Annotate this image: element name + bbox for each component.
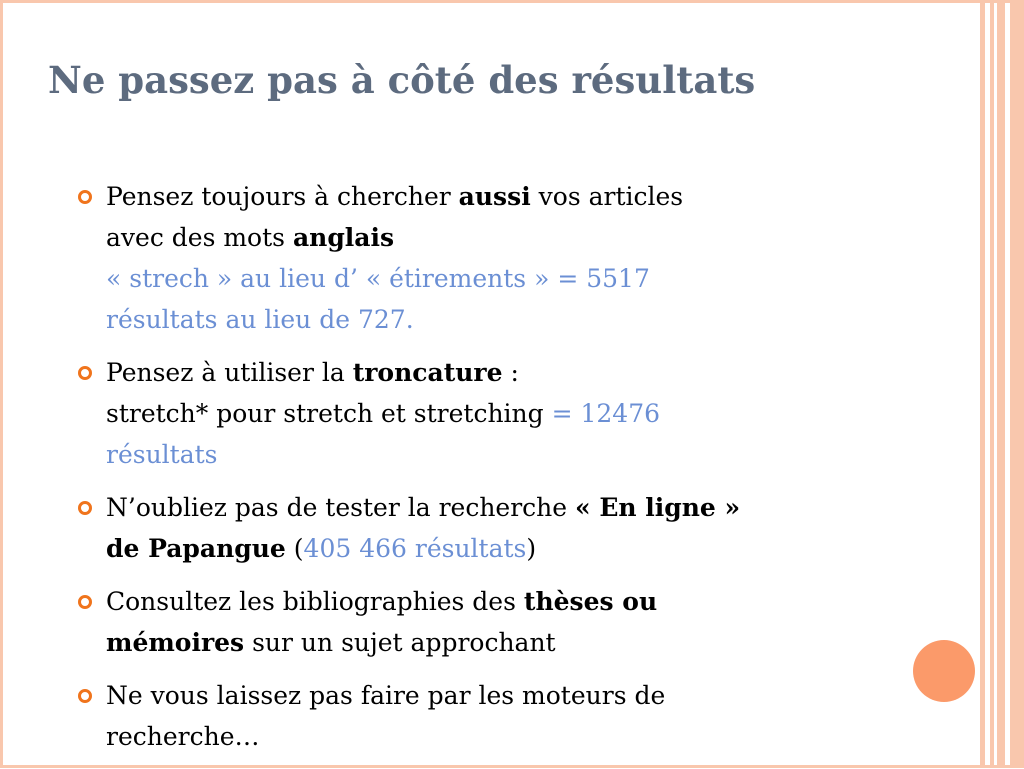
decor-border-left — [0, 0, 3, 768]
bullet-list — [78, 176, 888, 769]
bullet-text: N’oubliez pas de tester la recherche — [106, 493, 576, 522]
bullet-text: vos articles — [530, 182, 684, 211]
bullet-bold: de Papangue — [106, 534, 286, 563]
bullet-item-search-engines — [78, 675, 888, 757]
bullet-bold: troncature — [352, 358, 503, 387]
decor-circle — [913, 640, 975, 702]
decor-stripe-2 — [990, 0, 994, 768]
bullet-item-truncation — [78, 352, 888, 475]
bullet-bold: thèses ou — [523, 587, 658, 616]
bullet-item-english-keywords — [78, 176, 888, 340]
bullet-item-online-search — [78, 487, 888, 569]
bullet-ring-icon — [78, 501, 92, 515]
bullet-text: Consultez les bibliographies des — [106, 587, 524, 616]
bullet-text: stretch* pour stretch et stretching — [106, 399, 552, 428]
bullet-ring-icon — [78, 366, 92, 380]
bullet-highlight: 405 466 résultats — [303, 534, 527, 563]
bullet-ring-icon — [78, 190, 92, 204]
slide-title: Ne passez pas à côté des résultats — [48, 58, 756, 102]
decor-stripe-1 — [980, 0, 985, 768]
bullet-text: ( — [285, 534, 304, 563]
bullet-bold: anglais — [292, 223, 395, 252]
bullet-item-bibliographies — [78, 581, 888, 663]
bullet-text: Ne vous laissez pas faire par les moteurs de — [106, 681, 666, 710]
decor-stripe-3 — [997, 0, 1005, 768]
bullet-bold: aussi — [458, 182, 531, 211]
bullet-text: : — [502, 358, 519, 387]
bullet-highlight: « strech » au lieu d’ « étirements » = 5517 — [106, 264, 650, 293]
bullet-text: Pensez toujours à chercher — [106, 182, 459, 211]
bullet-highlight: résultats — [106, 440, 218, 469]
bullet-highlight: résultats au lieu de 727. — [106, 305, 414, 334]
bullet-text: recherche… — [106, 722, 260, 751]
bullet-text: ) — [526, 534, 537, 563]
bullet-bold: « En ligne » — [575, 493, 741, 522]
bullet-text: avec des mots — [106, 223, 293, 252]
bullet-highlight: = 12476 — [551, 399, 661, 428]
decor-stripe-4 — [1010, 0, 1024, 768]
bullet-text: Pensez à utiliser la — [106, 358, 353, 387]
bullet-ring-icon — [78, 595, 92, 609]
decor-border-top — [0, 0, 1024, 3]
bullet-ring-icon — [78, 689, 92, 703]
bullet-text: sur un sujet approchant — [244, 628, 556, 657]
bullet-bold: mémoires — [106, 628, 245, 657]
